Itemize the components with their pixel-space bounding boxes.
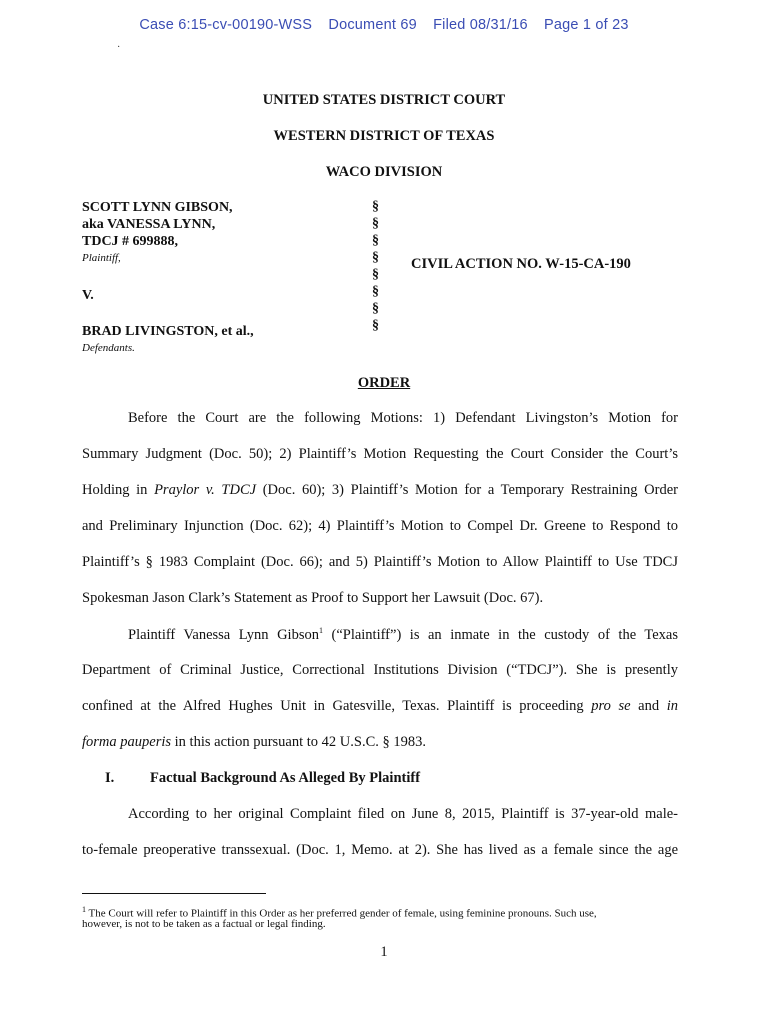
versus: V. <box>82 288 94 303</box>
case-citation: Praylor v. TDCJ <box>154 482 257 498</box>
section-heading <box>105 770 420 787</box>
text-span: (Doc. 60); 3) Plaintiff’s Motion for a Temporary Restraining Order <box>256 482 678 498</box>
text-italic: forma pauperis <box>82 734 172 750</box>
para2-line3 <box>82 698 678 715</box>
filing-header <box>0 17 768 33</box>
footnote-marker: 1 <box>82 905 86 914</box>
para3-line1: According to her original Complaint filed on June 8, 2015, Plaintiff is 37-year-old male- <box>128 806 678 822</box>
order-title: ORDER <box>357 375 411 391</box>
section-number: I. <box>105 770 115 786</box>
para3-line2: to-female preoperative transsexual. (Doc. 1, Memo. at 2). She has lived as a female since the age <box>82 842 678 858</box>
para1-line5: Plaintiff’s § 1983 Complaint (Doc. 66); and 5) Plaintiff’s Motion to Allow Plaintiff to Use TDCJ <box>82 554 678 570</box>
plaintiff-name: SCOTT LYNN GIBSON, <box>82 200 233 215</box>
footnote-line2: however, is not to be taken as a factual or legal finding. <box>82 918 326 930</box>
para1-line6: Spokesman Jason Clark’s Statement as Proof to Support her Lawsuit (Doc. 67). <box>82 590 544 606</box>
filed-date: Filed 08/31/16 <box>433 17 528 33</box>
section-mark: § <box>372 267 379 282</box>
defendant-role: Defendants. <box>82 342 135 354</box>
document-number: Document 69 <box>328 17 417 33</box>
section-mark: § <box>372 250 379 265</box>
court-name-line1: UNITED STATES DISTRICT COURT <box>262 92 506 108</box>
section-mark: § <box>372 284 379 299</box>
plaintiff-tdcj: TDCJ # 699888, <box>82 234 179 249</box>
text-span: Plaintiff Vanessa Lynn Gibson <box>128 626 319 643</box>
text-span: confined at the Alfred Hughes Unit in Gatesville, Texas. Plaintiff is proceeding <box>82 698 592 714</box>
court-name-line2: WESTERN DISTRICT OF TEXAS <box>273 128 495 144</box>
section-mark: § <box>372 199 379 214</box>
para1-line1: Before the Court are the following Motions: 1) Defendant Livingston’s Motion for <box>128 410 678 426</box>
text-span: and <box>630 698 667 714</box>
case-number: Case 6:15-cv-00190-WSS <box>139 17 313 33</box>
text-span: in this action pursuant to 42 U.S.C. § 1983. <box>171 734 426 750</box>
text-italic: in <box>666 698 679 714</box>
section-mark: § <box>372 301 379 316</box>
text-span: Holding in <box>82 482 155 498</box>
section-mark: § <box>372 318 379 333</box>
plaintiff-role: Plaintiff, <box>82 252 121 264</box>
section-mark: § <box>372 216 379 231</box>
section-title: Factual Background As Alleged By Plaintiff <box>150 770 421 786</box>
court-name-line3: WACO DIVISION <box>325 164 443 180</box>
page-indicator: Page 1 of 23 <box>544 17 629 33</box>
page-number: 1 <box>380 944 388 960</box>
text-italic: pro se <box>591 698 631 714</box>
text-span: The Court will refer to Plaintiff in this Order as her preferred gender of female, using feminine pronouns. Such use, <box>86 907 597 920</box>
para1-line4: and Preliminary Injunction (Doc. 62); 4) Plaintiff’s Motion to Compel Dr. Greene to Respond to <box>82 518 678 534</box>
para1-line3 <box>82 482 678 499</box>
defendant-name: BRAD LIVINGSTON, et al., <box>82 324 254 339</box>
text-span: (“Plaintiff”) is an inmate in the custody of the Texas <box>322 626 679 643</box>
para2-line4 <box>82 734 678 751</box>
footnote-ref: 1 <box>318 626 323 635</box>
footnote-divider <box>82 893 266 894</box>
speck: · <box>117 42 121 53</box>
para1-line2: Summary Judgment (Doc. 50); 2) Plaintiff’s Motion Requesting the Court Consider the Court’s <box>82 446 678 462</box>
plaintiff-aka: aka VANESSA LYNN, <box>82 217 216 232</box>
civil-action-number: CIVIL ACTION NO. W-15-CA-190 <box>411 256 631 272</box>
para2-line2: Department of Criminal Justice, Correctional Institutions Division (“TDCJ”). She is presently <box>82 662 678 678</box>
para2-line1 <box>128 626 678 644</box>
section-mark: § <box>372 233 379 248</box>
